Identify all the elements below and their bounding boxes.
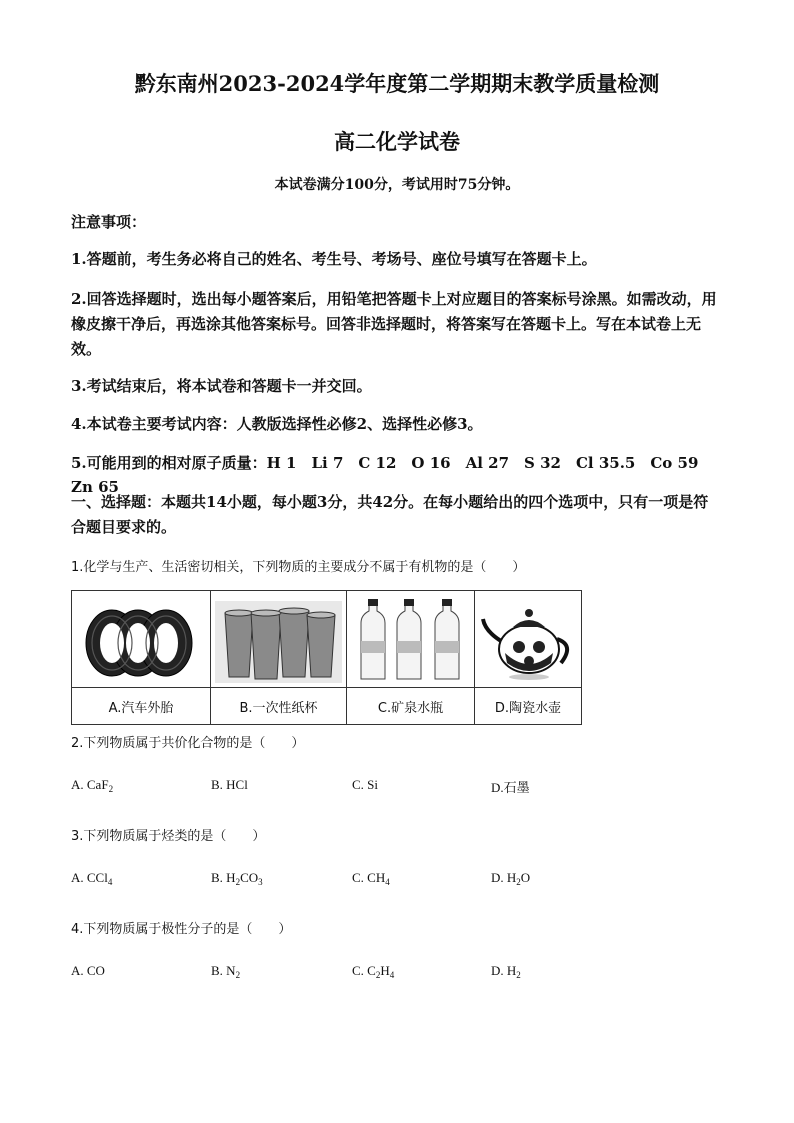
notice-item-3: 3.考试结束后，将本试卷和答题卡一并交回。 xyxy=(71,377,372,395)
caption-b: B.一次性纸杯 xyxy=(211,688,347,725)
caption-d: D.陶瓷水壶 xyxy=(475,688,582,725)
section-heading: 一、选择题：本题共14小题，每小题3分，共42分。在每小题给出的四个选项中，只有一项是符合题目要求的。 xyxy=(71,493,709,536)
question-3-option-a: A. CCl$_4$ xyxy=(71,870,113,887)
question-2-option-a: A. CaF$_2$ xyxy=(71,777,114,794)
paper-cups-image xyxy=(211,591,346,687)
question-2-option-d: D.石墨 xyxy=(491,780,530,795)
question-4-option-b: B. $N_2$ xyxy=(211,963,241,980)
question-3-stem: 3.下列物质属于烃类的是（ ） xyxy=(71,829,266,844)
caption-c: C.矿泉水瓶 xyxy=(347,688,475,725)
question-3-option-c: C. $CH_4$ xyxy=(352,870,390,887)
notice-item-5: 5.可能用到的相对原子质量：H 1 Li 7 C 12 O 16 Al 27 S 32 Cl 35.5 Co 59 Zn 65 xyxy=(71,454,714,496)
question-4-option-c: C. $C_2H_4$ xyxy=(352,963,395,980)
image-cell-a xyxy=(72,591,211,688)
question-3-option-d: D. $H_2O$ xyxy=(491,870,531,887)
question-4-option-d: D. $H_2$ xyxy=(491,963,521,980)
ceramic-teapot-image xyxy=(475,591,581,687)
notice-item-1: 1.答题前，考生务必将自己的姓名、考生号、考场号、座位号填写在答题卡上。 xyxy=(71,250,597,268)
question-4-option-a: A. CO xyxy=(71,963,105,978)
question-2-option-c: C. Si xyxy=(352,777,379,792)
notice-heading: 注意事项： xyxy=(71,213,147,231)
image-cell-b xyxy=(211,591,347,688)
question-1-image-table xyxy=(71,590,582,725)
image-cell-d xyxy=(475,591,582,688)
question-4-stem: 4.下列物质属于极性分子的是（ ） xyxy=(71,922,292,937)
question-2-option-b: B. HCl xyxy=(211,777,248,792)
question-3-option-b: B. $H_2CO_3$ xyxy=(211,870,263,887)
notice-item-4: 4.本试卷主要考试内容：人教版选择性必修2、选择性必修3。 xyxy=(71,415,483,433)
tires-image xyxy=(72,591,210,687)
exam-info: 本试卷满分100分，考试用时75分钟。 xyxy=(274,177,520,193)
question-2-stem: 2.下列物质属于共价化合物的是（ ） xyxy=(71,736,305,751)
image-cell-c xyxy=(347,591,475,688)
exam-subtitle: 高二化学试卷 xyxy=(334,129,460,154)
notice-item-2: 2.回答选择题时，选出每小题答案后，用铅笔把答题卡上对应题目的答案标号涂黑。如需改动，用橡皮擦干净后，再选涂其他答案标号。回答非选择题时，将答案写在答题卡上。写在本试卷上无效。 xyxy=(71,290,717,358)
question-1-stem: 1.化学与生产、生活密切相关，下列物质的主要成分不属于有机物的是（ ） xyxy=(71,560,526,575)
caption-a: A.汽车外胎 xyxy=(72,688,211,725)
water-bottles-image xyxy=(347,591,474,687)
exam-title: 黔东南州2023-2024学年度第二学期期末教学质量检测 xyxy=(134,71,660,96)
